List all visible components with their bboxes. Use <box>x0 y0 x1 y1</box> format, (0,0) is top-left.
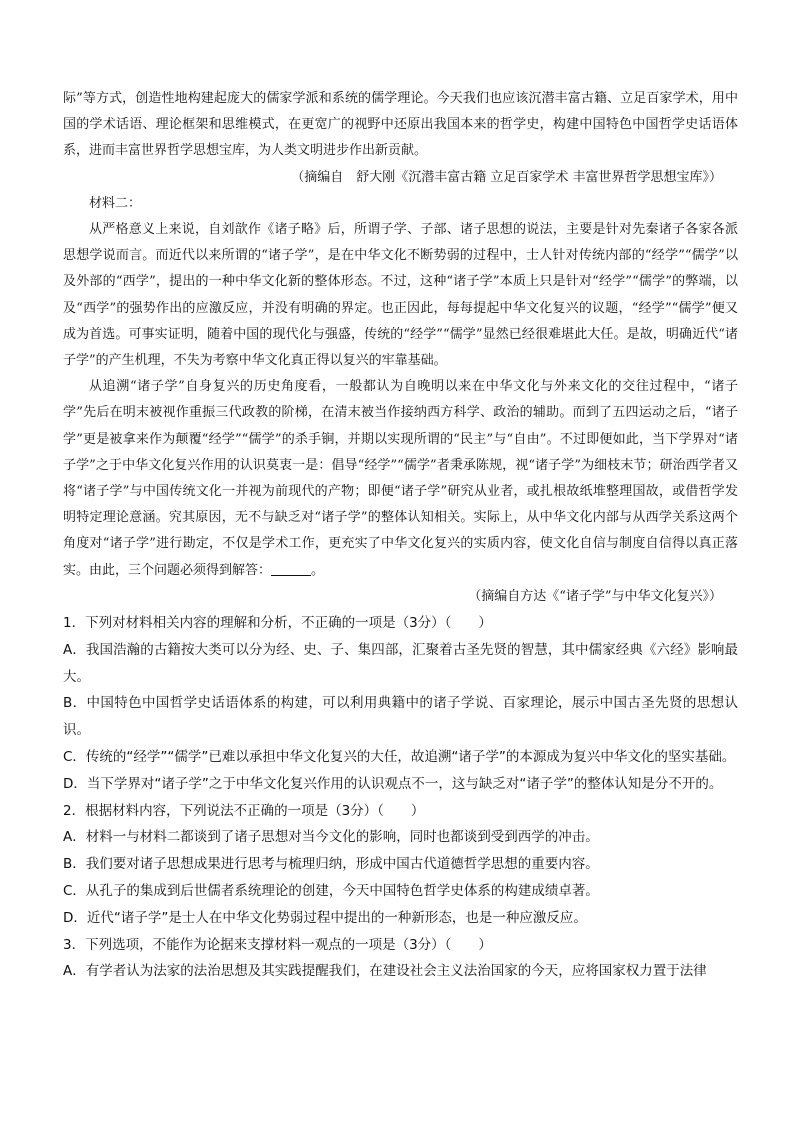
option-a: A．有学者认为法家的法治思想及其实践提醒我们，在建设社会主义法治国家的今天，应将国家权力置于法律 <box>63 963 707 980</box>
answer-blank[interactable] <box>271 561 311 576</box>
question-stem: 2．根据材料内容，下列说法不正确的一项是（3分）（ ） <box>63 802 425 819</box>
option-a: A．我国浩瀚的古籍按大类可以分为经、史、子、集四部，汇聚着古圣先贤的智慧，其中儒家经典《六经》影响最大。 <box>63 641 738 685</box>
material-one-tail <box>63 86 738 191</box>
question-stem: 1．下列对材料相关内容的理解和分析，不正确的一项是（3分）（ ） <box>63 615 492 632</box>
questions <box>63 610 738 985</box>
option-a: A．材料一与材料二都谈到了诸子思想对当今文化的影响，同时也都谈到受到西学的冲击。 <box>63 829 599 846</box>
option-b: B．我们要对诸子思想成果进行思考与梳理归纳，形成中国古代道德哲学思想的重要内容。 <box>63 856 599 873</box>
material-two-paragraph-2-text: 从追溯“诸子学”自身复兴的历史角度看，一般都认为自晚明以来在中华文化与外来文化的交往过程中，“诸子学”先后在明末被视作重振三代政教的阶梯，在清末被当作接纳西方科学、政治的辅助。而到了五四运动之后，“诸子学”更是被拿来作为颠覆“经学”“儒学”的杀手锏，并期以实现所谓的“民主”与“自由”。不过即便如此，当下学界对“诸子学”之于中华文化复兴作用的认识莫衷一是：倡导“经学”“儒学”者秉承陈规，视“诸子学”为细枝末节；研治西学者又将“诸子学”与中国传统文化一并视为前现代的产物；即便“诸子学”研究从业者，或扎根故纸堆整理国故，或借哲学发明特定理论意涵。究其原因，无不与缺乏对“诸子学”的整体认知相关。实际上，从中华文化内部与从西学关系这两个角度对“诸子学”进行勘定，不仅是学术工作，更充实了中华文化复兴的实质内容，使文化自信与制度自信得以真正落实。由此，三个问题必须得到解答： <box>63 379 738 578</box>
option-d: D．当下学界对“诸子学”之于中华文化复兴作用的认识观点不一，这与缺乏对“诸子学”的整体认知是分不开的。 <box>63 775 723 792</box>
option-b: B．中国特色中国哲学史话语体系的构建，可以利用典籍中的诸子学说、百家理论，展示中国古圣先贤的思想认识。 <box>63 695 738 739</box>
question-1 <box>63 610 738 798</box>
material-one-paragraph: 际”等方式，创造性地构建起庞大的儒家学派和系统的儒学理论。今天我们也应该沉潜丰富古籍、立足百家学术，用中国的学术话语、理论框架和思维模式，在更宽广的视野中还原出我国本来的哲学史，构建中国特色中国哲学史话语体系，进而丰富世界哲学思想宝库，为人类文明进步作出新贡献。 <box>63 91 738 159</box>
question-3 <box>63 932 738 986</box>
option-d: D．近代“诸子学”是士人在中华文化势弱过程中提出的一种新形态，也是一种应激反应。 <box>63 909 587 926</box>
material-two-label: 材料二： <box>89 195 142 211</box>
material-two-paragraph-1: 从严格意义上来说，自刘歆作《诸子略》后，所谓子学、子部、诸子思想的说法，主要是针对先秦诸子各家各派思想学说而言。而近代以来所谓的“诸子学”，是在中华文化不断势弱的过程中，士人针对传统内部的“经学”“儒学”以及外部的“西学”，提出的一种中华文化新的整体形态。不过，这种“诸子学”本质上只是针对“经学”“儒学”的弊端，以及“西学”的强势作出的应激反应，并没有明确的界定。也正因此，每每提起中华文化复兴的议题，“经学”“儒学”便又成为首选。可事实证明，随着中国的现代化与强盛，传统的“经学”“儒学”显然已经很难堪此大任。是故，明确近代“诸子学”的产生机理，不失为考察中华文化真正得以复兴的牢靠基础。 <box>63 222 738 369</box>
material-two-paragraph-2-end: 。 <box>311 562 325 578</box>
option-c: C．传统的“经学”“儒学”已难以承担中华文化复兴的大任，故追溯“诸子学”的本源成为复兴中华文化的坚实基础。 <box>63 749 736 766</box>
question-2 <box>63 798 738 932</box>
material-two-source: （摘编自方达《“诸子学”与中华文化复兴》） <box>468 588 722 604</box>
option-c: C．从孔子的集成到后世儒者系统理论的创建，今天中国特色哲学史体系的构建成绩卓著。 <box>63 883 599 900</box>
material-one-source: （摘编自 舒大刚《沉潜丰富古籍 立足百家学术 丰富世界哲学思想宝库》） <box>291 169 722 185</box>
material-two-paragraph-2 <box>63 374 738 584</box>
question-stem: 3．下列选项，不能作为论据来支撑材料一观点的一项是（3分）（ ） <box>63 936 492 953</box>
material-two <box>63 191 738 610</box>
